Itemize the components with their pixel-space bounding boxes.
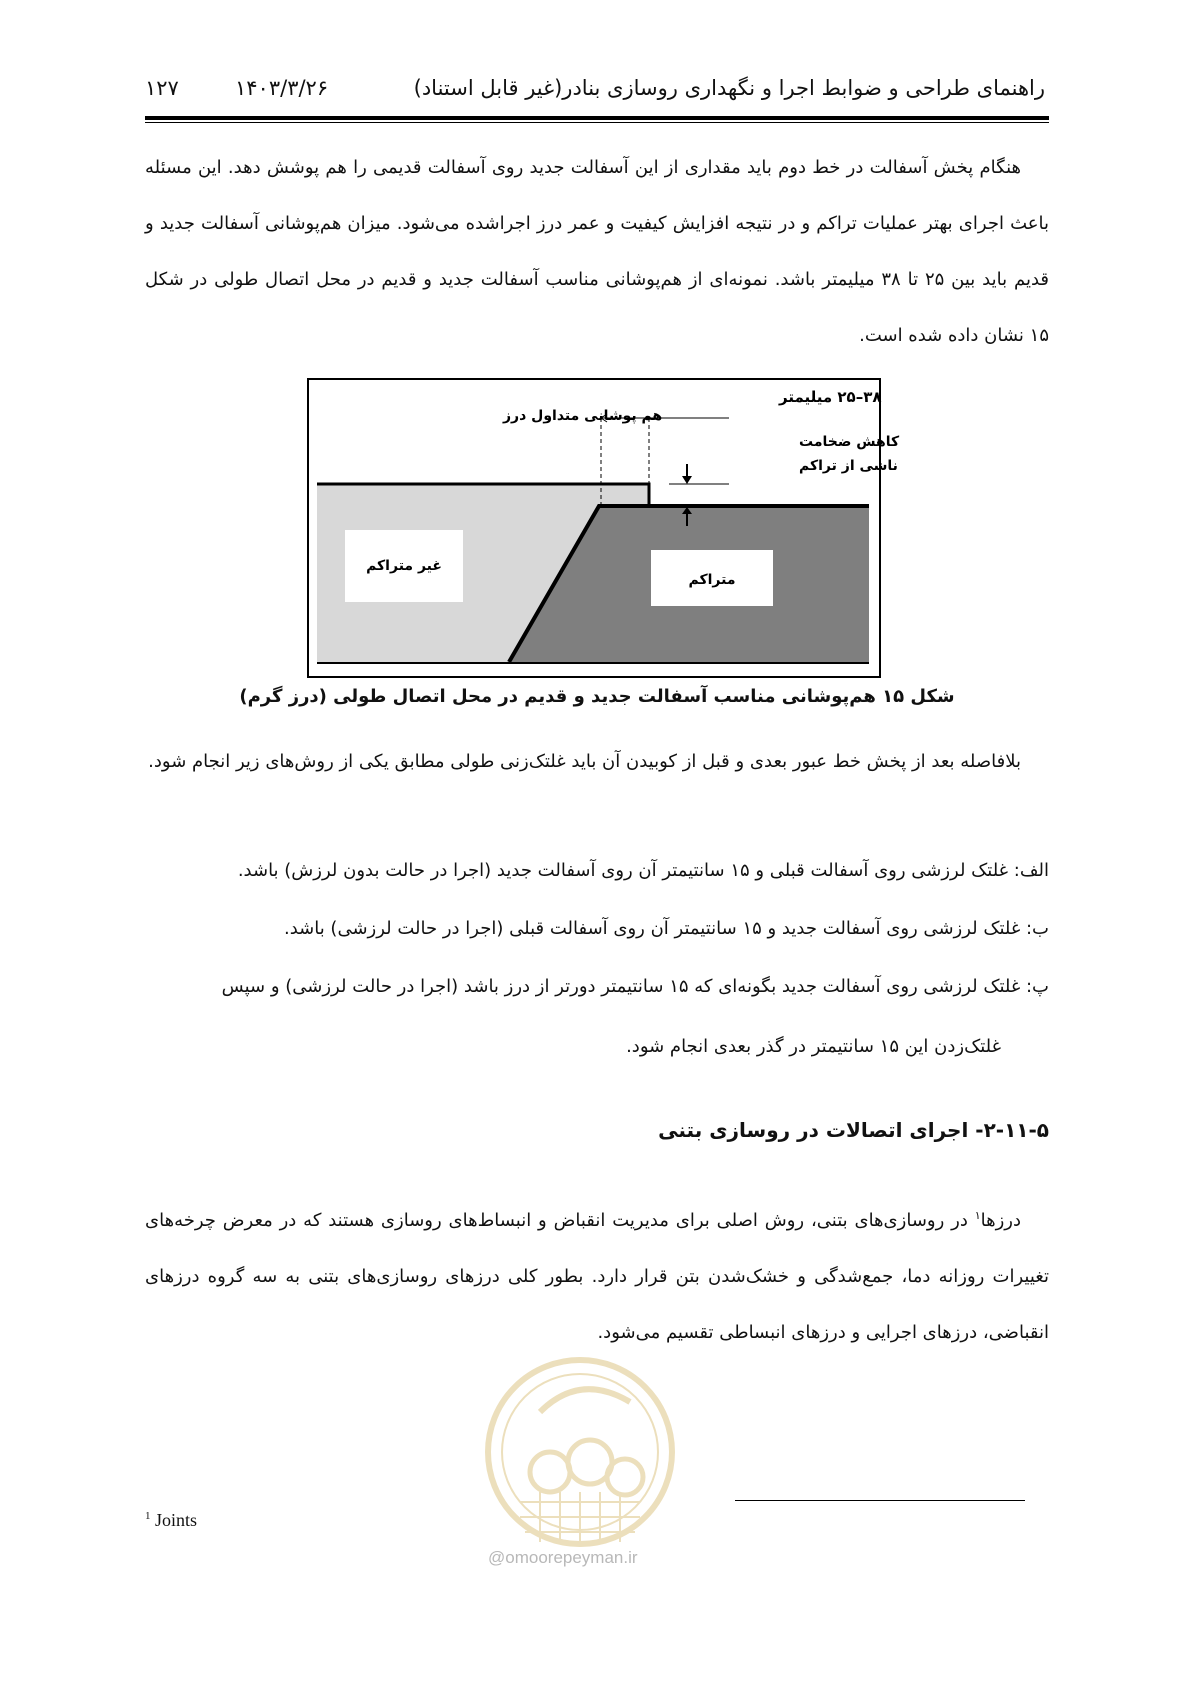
compacted-label: متراکم [688,572,736,588]
list-item-continuation: غلتک‌زدن این ۱۵ سانتیمتر در گذر بعدی انجام شود. [626,1036,1001,1057]
figure-caption: شکل ۱۵ هم‌پوشانی مناسب آسفالت جدید و قدیم در محل اتصال طولی (درز گرم) [239,686,955,707]
figure-joint-overlap [307,378,900,678]
joints-term: درزها [980,1210,1021,1231]
paragraph-overlap: هنگام پخش آسفالت در خط دوم باید مقداری از این آسفالت جدید روی آسفالت قدیمی را هم پوشش دهد. این مسئله باعث اجرای بهتر عملیات تراکم و در نتیجه افزایش کیفیت و عمر درز اجراشده می‌شود. میزان هم‌پوشانی آسفالت جدید و قدیم باید بین ۲۵ تا ۳۸ میلیمتر باشد. نمونه‌ای از هم‌پوشانی مناسب آسفالت جدید و قدیم در محل اتصال طولی در شکل ۱۵ نشان داده شده است. [145,157,1050,346]
header-rule-thin [145,122,1049,123]
footnote [145,1510,197,1531]
page-number: ۱۲۷ [145,76,179,100]
list-item: پ: غلتک لرزشی روی آسفالت جدید بگونه‌ای که ۱۵ سانتیمتر دورتر از درز باشد (اجرا در حالت لرزشی) و سپس [221,976,1049,997]
section-heading: ۲-۱۱-۵- اجرای اتصالات در روسازی بتنی [658,1118,1049,1142]
joints-paragraph-text: در روسازی‌های بتنی، روش اصلی برای مدیریت انقباض و انبساط‌های روسازی هستند که در معرض چرخه‌های تغییرات روزانه دما، جمع‌شدگی و خشک‌شدن بتن قرار دارد. بطور کلی درزهای روسازی‌های بتنی به سه گروه درزهای انقباضی، درزهای اجرایی و درزهای انبساطی تقسیم می‌شود. [145,1210,1049,1343]
page-header [145,72,1045,112]
thickness-label-1: کاهش ضخامت [799,434,900,450]
paragraph-rolling: بلافاصله بعد از پخش خط عبور بعدی و قبل از کوبیدن آن باید غلتک‌زنی طولی مطابق یکی از روش‌های زیر انجام شود. [148,751,1021,772]
header-rule-thick [145,116,1049,120]
footnote-ref: ۱ [974,1209,981,1222]
header-date: ۱۴۰۳/۳/۲۶ [235,76,329,100]
header-title: راهنمای طراحی و ضوابط اجرا و نگهداری روسازی بنادر(غیر قابل استناد) [413,76,1045,100]
watermark-url: @omoorepeyman.ir [488,1548,638,1567]
list-item: ب: غلتک لرزشی روی آسفالت جدید و ۱۵ سانتیمتر آن روی آسفالت قبلی (اجرا در حالت لرزشی) باشد. [283,918,1049,939]
footnote-mark: 1 [145,1510,151,1522]
footnote-rule [735,1500,1025,1501]
common-overlap-label: هم پوشانی متداول درز [503,408,663,424]
joint-diagram [309,380,900,676]
overlap-dimension-label: ۳۸–۲۵ میلیمتر [779,388,882,406]
paragraph-joints [145,1188,1049,1361]
uncompacted-label: غیر متراکم [366,558,442,574]
thickness-arrow-down-head [682,476,692,484]
footnote-text: Joints [155,1510,198,1530]
list-item: الف: غلتک لرزشی روی آسفالت قبلی و ۱۵ سانتیمتر آن روی آسفالت جدید (اجرا در حالت بدون لرزش) باشد. [237,860,1049,881]
thickness-label-2: ناشی از تراکم [799,458,898,474]
